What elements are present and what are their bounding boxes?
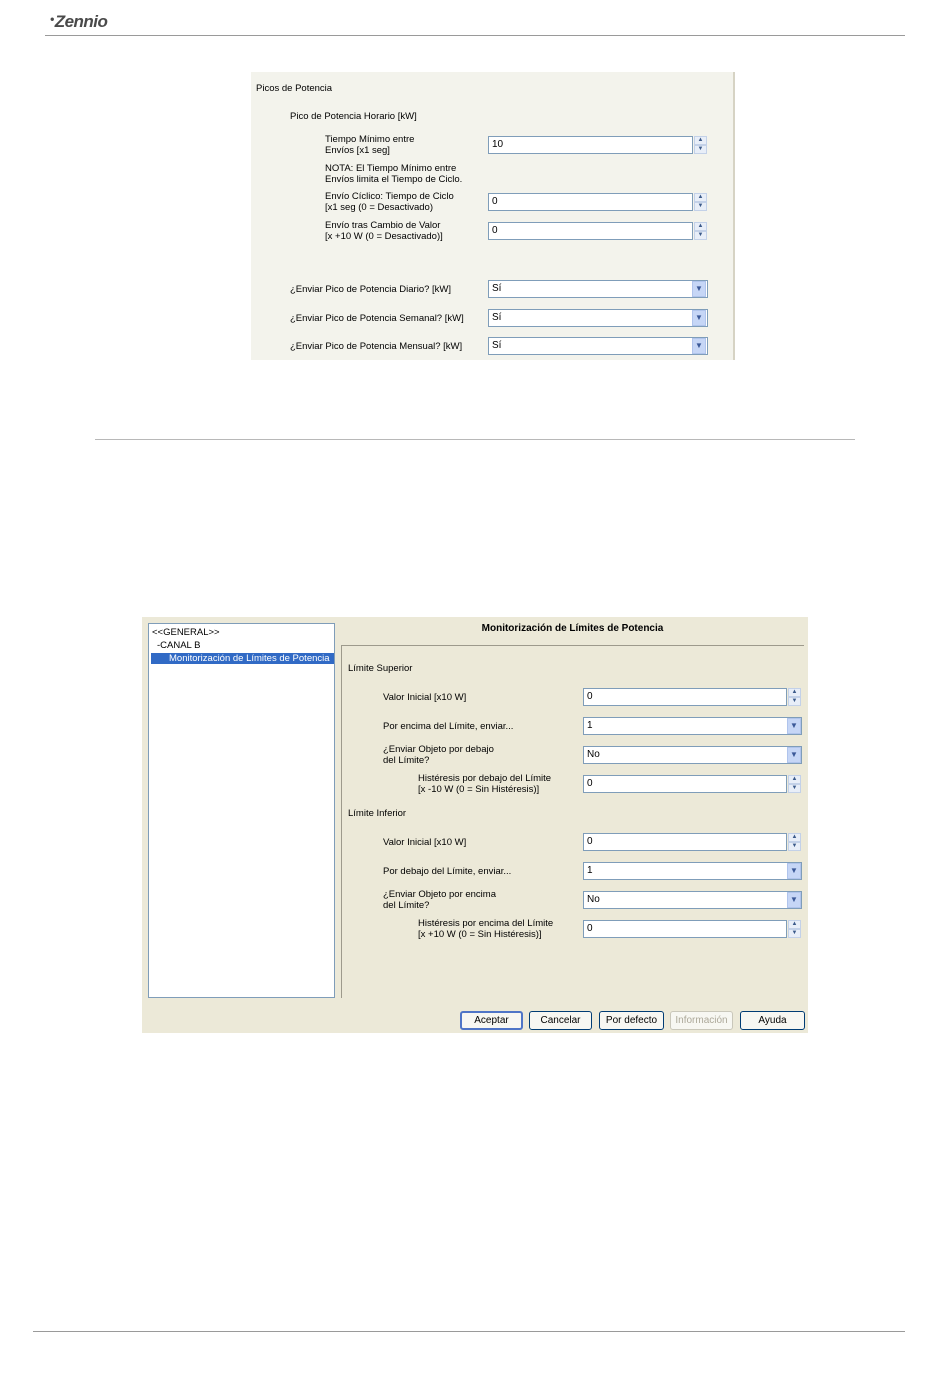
upper-send-select[interactable]: No <box>583 746 802 764</box>
tree-item-general[interactable]: <<GENERAL>> <box>152 627 220 638</box>
help-button[interactable]: Ayuda <box>740 1011 805 1030</box>
cyclic-input[interactable]: 0 <box>488 193 693 211</box>
monthly-select[interactable]: Sí <box>488 337 708 355</box>
footer-divider <box>33 1331 905 1332</box>
below-limit-label: Por debajo del Límite, enviar... <box>383 866 512 877</box>
spin-down-icon: ▼ <box>788 929 801 938</box>
upper-initial-input[interactable]: 0 <box>583 688 787 706</box>
chevron-down-icon[interactable]: ▼ <box>787 718 801 734</box>
chevron-down-icon[interactable]: ▼ <box>787 863 801 879</box>
middle-divider <box>95 439 855 440</box>
min-time-spinner[interactable] <box>694 136 707 154</box>
zennio-logo <box>50 12 107 32</box>
spin-down-icon: ▼ <box>694 231 707 240</box>
chevron-down-icon[interactable]: ▼ <box>692 281 706 297</box>
change-input[interactable]: 0 <box>488 222 693 240</box>
spin-up-icon: ▲ <box>788 833 801 842</box>
lower-initial-input[interactable]: 0 <box>583 833 787 851</box>
tree-item-monitoring[interactable]: Monitorización de Límites de Potencia <box>149 652 334 665</box>
lower-initial-spinner[interactable] <box>788 833 801 851</box>
spin-up-icon: ▲ <box>694 136 707 145</box>
upper-hysteresis-label: Histéresis por debajo del Límite [x -10 W (0 = Sin Histéresis)] <box>418 773 552 795</box>
lower-send-select[interactable]: No <box>583 891 802 909</box>
upper-send-label: ¿Enviar Objeto por debajo del Límite? <box>383 744 494 766</box>
min-time-input[interactable]: 10 <box>488 136 693 154</box>
chevron-down-icon[interactable]: ▼ <box>787 747 801 763</box>
daily-select[interactable]: Sí <box>488 280 708 298</box>
lower-initial-label: Valor Inicial [x10 W] <box>383 837 467 848</box>
subsection-title: Pico de Potencia Horario [kW] <box>290 111 417 122</box>
upper-initial-spinner[interactable] <box>788 688 801 706</box>
spin-up-icon: ▲ <box>788 775 801 784</box>
default-button[interactable]: Por defecto <box>599 1011 664 1030</box>
section-title: Picos de Potencia <box>256 83 333 94</box>
upper-limit-title: Límite Superior <box>348 663 413 674</box>
spin-up-icon: ▲ <box>788 688 801 697</box>
lower-send-label: ¿Enviar Objeto por encima del Límite? <box>383 889 496 911</box>
weekly-select[interactable]: Sí <box>488 309 708 327</box>
tree-item-canal-b[interactable]: -CANAL B <box>157 640 201 651</box>
min-time-label: Tiempo Mínimo entre Envíos [x1 seg] <box>325 134 415 156</box>
upper-hysteresis-input[interactable]: 0 <box>583 775 787 793</box>
spin-down-icon: ▼ <box>788 784 801 793</box>
panel-title: Monitorización de Límites de Potencia <box>481 623 664 634</box>
monthly-label: ¿Enviar Pico de Potencia Mensual? [kW] <box>290 341 463 352</box>
spin-up-icon: ▲ <box>694 193 707 202</box>
daily-label: ¿Enviar Pico de Potencia Diario? [kW] <box>290 284 452 295</box>
chevron-down-icon[interactable]: ▼ <box>787 892 801 908</box>
lower-limit-title: Límite Inferior <box>348 808 407 819</box>
header-divider <box>45 35 905 36</box>
note-text: NOTA: El Tiempo Mínimo entre Envíos limita el Tiempo de Ciclo. <box>325 163 463 185</box>
peak-power-screenshot <box>251 72 735 360</box>
lower-hysteresis-spinner[interactable] <box>788 920 801 938</box>
change-spinner[interactable] <box>694 222 707 240</box>
upper-initial-label: Valor Inicial [x10 W] <box>383 692 467 703</box>
above-limit-select[interactable]: 1 <box>583 717 802 735</box>
above-limit-label: Por encima del Límite, enviar... <box>383 721 514 732</box>
spin-down-icon: ▼ <box>788 842 801 851</box>
spin-down-icon: ▼ <box>788 697 801 706</box>
cyclic-label: Envío Cíclico: Tiempo de Ciclo [x1 seg (0 = Desactivado) <box>325 191 454 213</box>
chevron-down-icon[interactable]: ▼ <box>692 338 706 354</box>
tree-view <box>148 623 335 998</box>
power-limits-dialog <box>142 617 808 1033</box>
cyclic-spinner[interactable] <box>694 193 707 211</box>
lower-hysteresis-label: Histéresis por encima del Límite [x +10 W (0 = Sin Histéresis)] <box>418 918 554 940</box>
logo-text: Zennio <box>54 12 108 31</box>
spin-up-icon: ▲ <box>788 920 801 929</box>
change-label: Envío tras Cambio de Valor [x +10 W (0 = Desactivado)] <box>325 220 443 242</box>
cancel-button[interactable]: Cancelar <box>529 1011 592 1030</box>
lower-hysteresis-input[interactable]: 0 <box>583 920 787 938</box>
spin-down-icon: ▼ <box>694 202 707 211</box>
logo-mark-icon: • <box>50 12 54 26</box>
chevron-down-icon[interactable]: ▼ <box>692 310 706 326</box>
spin-down-icon: ▼ <box>694 145 707 154</box>
weekly-label: ¿Enviar Pico de Potencia Semanal? [kW] <box>290 313 464 324</box>
upper-hysteresis-spinner[interactable] <box>788 775 801 793</box>
info-button: Información <box>670 1011 733 1030</box>
parameters-panel <box>341 645 804 998</box>
below-limit-select[interactable]: 1 <box>583 862 802 880</box>
accept-button[interactable]: Aceptar <box>460 1011 523 1030</box>
spin-up-icon: ▲ <box>694 222 707 231</box>
